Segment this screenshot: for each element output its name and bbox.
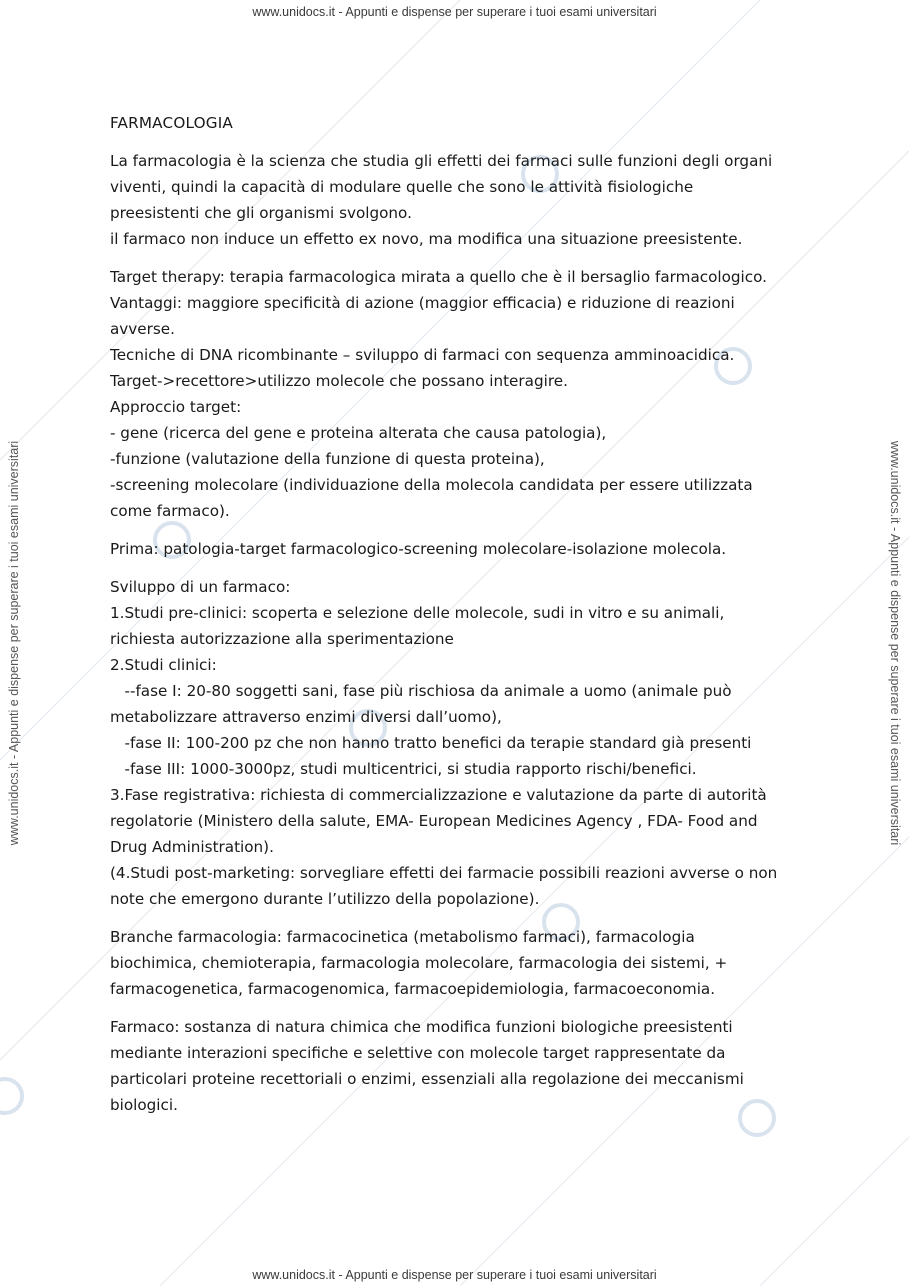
text-line: 1.Studi pre-clinici: scoperta e selezione delle molecole, sudi in vitro e su animali, — [110, 604, 725, 622]
text-line: biochimica, chemioterapia, farmacologia molecolare, farmacologia dei sistemi, + — [110, 954, 728, 972]
paragraph-sviluppo-farmaco — [110, 574, 810, 912]
text-line: preesistenti che gli organismi svolgono. — [110, 204, 412, 222]
paragraph-target-therapy — [110, 264, 810, 524]
text-line: regolatorie (Ministero della salute, EMA- European Medicines Agency , FDA- Food and — [110, 812, 758, 830]
page-footer-watermark: www.unidocs.it - Appunti e dispense per superare i tuoi esami universitari — [252, 1268, 657, 1282]
text-line: biologici. — [110, 1096, 178, 1114]
page-header-watermark: www.unidocs.it - Appunti e dispense per superare i tuoi esami universitari — [252, 5, 657, 19]
document-body — [110, 110, 810, 1130]
text-line: come farmaco). — [110, 502, 230, 520]
text-line: -screening molecolare (individuazione della molecola candidata per essere utilizzata — [110, 476, 753, 494]
text-line: Vantaggi: maggiore specificità di azione (maggior efficacia) e riduzione di reazioni — [110, 294, 735, 312]
text-line: particolari proteine recettoriali o enzimi, essenziali alla regolazione dei meccanismi — [110, 1070, 744, 1088]
text-line: -fase III: 1000-3000pz, studi multicentrici, si studia rapporto rischi/benefici. — [110, 760, 697, 778]
text-line: metabolizzare attraverso enzimi diversi dall’uomo), — [110, 708, 502, 726]
document-title: FARMACOLOGIA — [110, 114, 233, 132]
text-line: Farmaco: sostanza di natura chimica che modifica funzioni biologiche preesistenti — [110, 1018, 733, 1036]
text-line: Approccio target: — [110, 398, 242, 416]
text-line: - gene (ricerca del gene e proteina alterata che causa patologia), — [110, 424, 607, 442]
paragraph-prima — [110, 536, 810, 562]
text-line: Target->recettore>utilizzo molecole che possano interagire. — [110, 372, 568, 390]
text-line: (4.Studi post-marketing: sorvegliare effetti dei farmacie possibili reazioni avverse o non — [110, 864, 778, 882]
text-line: mediante interazioni specifiche e selettive con molecole target rappresentate da — [110, 1044, 726, 1062]
text-line: Sviluppo di un farmaco: — [110, 578, 291, 596]
text-line: Prima: patologia-target farmacologico-screening molecolare-isolazione molecola. — [110, 540, 727, 558]
text-line: viventi, quindi la capacità di modulare quelle che sono le attività fisiologiche — [110, 178, 694, 196]
text-line: La farmacologia è la scienza che studia gli effetti dei farmaci sulle funzioni degli organi — [110, 152, 773, 170]
text-line: Branche farmacologia: farmacocinetica (metabolismo farmaci), farmacologia — [110, 928, 695, 946]
text-line: -funzione (valutazione della funzione di questa proteina), — [110, 450, 545, 468]
right-margin-watermark: www.unidocs.it - Appunti e dispense per superare i tuoi esami universitari — [888, 440, 902, 846]
left-margin-watermark: www.unidocs.it - Appunti e dispense per superare i tuoi esami universitari — [7, 440, 21, 846]
paragraph-branche — [110, 924, 810, 1002]
text-line: 2.Studi clinici: — [110, 656, 217, 674]
text-line: Target therapy: terapia farmacologica mirata a quello che è il bersaglio farmacologico. — [110, 268, 767, 286]
text-line: -fase II: 100-200 pz che non hanno tratto benefici da terapie standard già presenti — [110, 734, 752, 752]
text-line: note che emergono durante l’utilizzo della popolazione). — [110, 890, 540, 908]
text-line: farmacogenetica, farmacogenomica, farmacoepidemiologia, farmacoeconomia. — [110, 980, 716, 998]
text-line: 3.Fase registrativa: richiesta di commercializzazione e valutazione da parte di autorità — [110, 786, 767, 804]
text-line: Tecniche di DNA ricombinante – sviluppo di farmaci con sequenza amminoacidica. — [110, 346, 735, 364]
paragraph-definition — [110, 148, 810, 252]
paragraph-farmaco-definition — [110, 1014, 810, 1118]
text-line: Drug Administration). — [110, 838, 274, 856]
text-line: avverse. — [110, 320, 175, 338]
text-line: --fase I: 20-80 soggetti sani, fase più rischiosa da animale a uomo (animale può — [110, 682, 732, 700]
text-line: il farmaco non induce un effetto ex novo, ma modifica una situazione preesistente. — [110, 230, 743, 248]
watermark-logo-icon — [0, 1079, 22, 1113]
text-line: richiesta autorizzazione alla sperimentazione — [110, 630, 454, 648]
